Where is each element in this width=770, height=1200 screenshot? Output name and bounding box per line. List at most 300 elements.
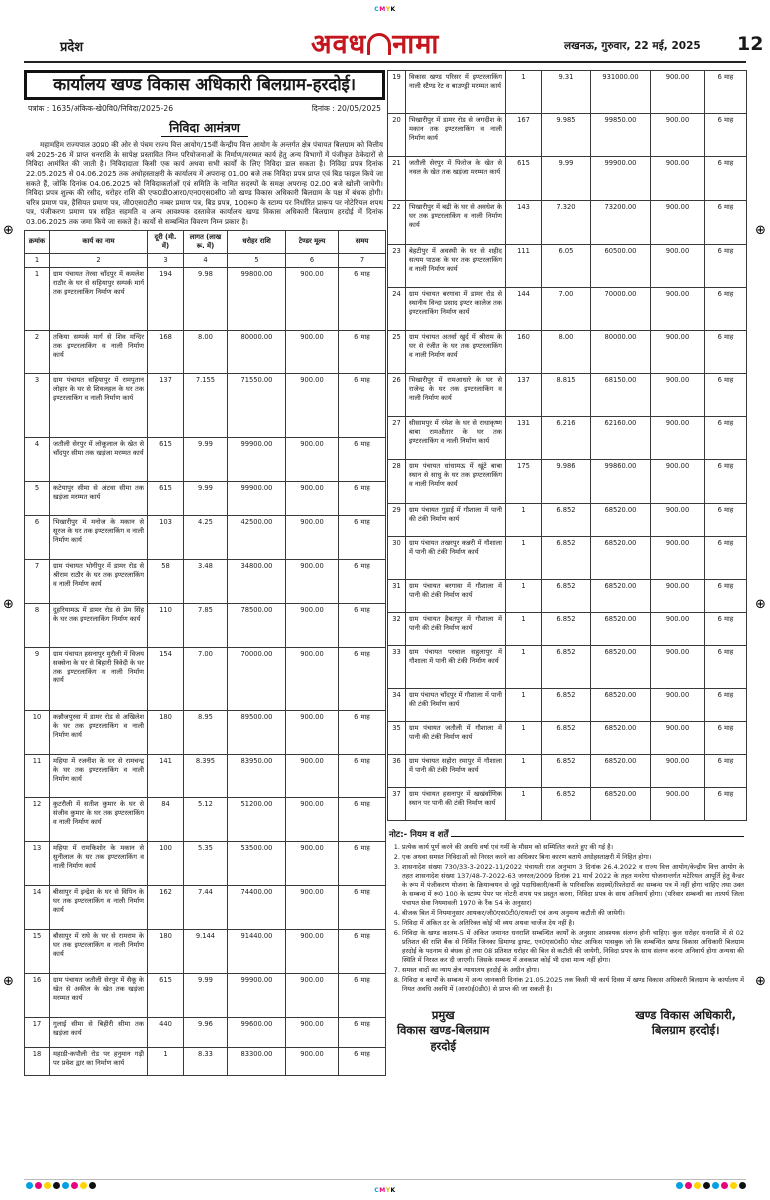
distance-cell: 110 [148,603,184,647]
column-header: क्रमांक [25,230,50,253]
distance-cell: 111 [506,245,542,288]
column-header: कार्य का नाम [50,230,148,253]
serial-cell: 14 [25,885,50,929]
terms-item: 2. एक अथवा समस्त निविदाओं को निरस्त करने का अधिकार बिना कारण बताये अधोहस्ताक्षरी में निहित होगा। [402,853,744,862]
signature-block [387,1008,746,1055]
table-row [388,157,747,201]
work-name-cell: जतौली सेरपुर में फिरोज के खेत से नवल के खेत तक खड़ंजा मरम्मत कार्य [406,157,506,201]
serial-cell: 15 [25,929,50,973]
serial-cell: 4 [25,437,50,481]
distance-cell: 1 [506,689,542,722]
distance-cell: 440 [148,1017,184,1047]
cost-cell: 9.99 [184,481,228,515]
tender-fee-cell: 900.00 [286,515,339,559]
distance-cell: 615 [148,481,184,515]
table-row [388,331,747,374]
deposit-cell: 99900.00 [228,481,286,515]
duration-cell: 6 माह [339,559,386,603]
serial-cell: 17 [25,1017,50,1047]
tender-fee-cell: 900.00 [651,417,705,460]
deposit-cell: 70000.00 [228,647,286,710]
table-row [25,929,386,973]
table-row [25,330,386,373]
deposit-cell: 83950.00 [228,754,286,797]
table-row [388,71,747,114]
terms-item: 3. शासनादेश संख्या 730/33-3-2022-11/2022 पंचायती राज अनुभाग 3 दिनांक 26.4.2022 व राज्य वित्त आयोग/केन्द्रीय वित्त आयोग के तहत शासनादेश संख्या 137/48-7-2022-63 जनरल/2009 दिनांक 21 मार्च 2022 के तहत मनरेगा योजनान्तर्गत मटेरियल आपूर्ति हेतु वैन्डर के रूप में पंजीकरण योजना के क्रियान्वयन से जुड़े पदाधिकारी/कर्मी के पारिवारिक सदस्यों/रिश्तेदारों का सम्बन्ध पत्र में नहीं होगा चाहिए तथा उक्त के सम्बन्ध में रू0 100 के स्टाम्प पेपर पर नोटरी शपथ पत्र प्रस्तुत करना, निविदा प्रपत्र के साथ अनिवार्य होगा। (परिवार सम्बन्धी का तात्पर्य जिला पंचायत सेवा नियमावली 1970 के रैंक 54 के अनुसार) [402,863,744,908]
tender-fee-cell: 900.00 [286,929,339,973]
deposit-cell: 74400.00 [228,885,286,929]
terms-item: 5. निविदा में अंकित दर के अतिरिक्त कोई भी व्यय अथवा चार्जेज देय नहीं है। [402,919,744,928]
tender-fee-cell: 900.00 [651,613,705,646]
tender-fee-cell: 900.00 [651,755,705,788]
distance-cell: 1 [506,71,542,114]
column-header: समय [339,230,386,253]
deposit-cell: 99900.00 [228,973,286,1017]
tender-fee-cell: 900.00 [651,245,705,288]
cost-cell: 8.395 [184,754,228,797]
distance-cell: 137 [148,373,184,437]
column-number: 7 [339,253,386,267]
table-head [25,230,386,267]
deposit-cell: 931000.00 [591,71,651,114]
serial-cell: 9 [25,647,50,710]
work-name-cell: ग्राम पंचायत परचाल सहुलापुर में गौशाला में पानी की टंकी निर्माण कार्य [406,646,506,689]
tender-fee-cell: 900.00 [651,689,705,722]
serial-cell: 36 [388,755,406,788]
serial-cell: 32 [388,613,406,646]
work-name-cell: ग्राम पंचायत हसनापुर मुरौली में विजय सक्सेना के घर से बिहारी त्रिवेदी के घर तक इण्टरलाकिंग व नाली निर्माण कार्य [50,647,148,710]
signature-line: खण्ड विकास अधिकारी, [635,1007,736,1022]
cost-cell: 8.33 [184,1047,228,1075]
table-row [25,754,386,797]
heading-rule [451,832,744,837]
work-name-cell: ग्राम पंचायत चाँदपुर में गौशाला में पानी की टंकी निर्माण कार्य [406,689,506,722]
duration-cell: 6 माह [705,417,747,460]
registration-mark-icon: ⊕ [3,597,14,612]
header-row [25,230,386,253]
duration-cell: 6 माह [705,71,747,114]
duration-cell: 6 माह [705,114,747,157]
work-name-cell: ग्राम पंचायत सहियापुर में रामपुतान लोहार के घर से शिवलहल के घर तक इण्टरलाकिंग व नाली निर्माण कार्य [50,373,148,437]
notice-intro: महामहिम राज्यपाल उ0प्र0 की ओर से पंचम राज्य वित्त आयोग/15वीं केन्द्रीय वित्त आयोग के अन्तर्गत क्षेत्र पंचायत बिलग्राम को वित्तीय वर्ष 2025-26 में प्राप्त धनराशि के सापेक्ष प्रस्तावित निम्न परियोजनाओं के निर्माण/मरम्मत कार्य हेतु अन्य विभागों में पंजीकृत ठेकेदारों से निविदा आमंत्रित की जाती है। निविदादाता किसी एक कार्य अथवा सभी कार्यों के लिए निविदा डाल सकता है। निविदा प्रपत्र दिनांक 22.05.2025 से 04.06.2025 तक अधोहस्ताक्षरी के कार्यालय में अपरान्ह 01.00 बजे तक निविदा प्रपत्र प्राप्त एवं बिड फाइल किये जा सकते हैं, जोकि दिनांक 04.06.2025 को निविदाकर्ताओं एवं समिति के नामित सदस्यों के समक्ष अपरान्ह 02.00 बजे खोली जायेगी। निविदा प्रपत्र शुल्क की रसीद, धरोहर राशि की एफ0डी0आर0/एन0एस0सी0 जो खण्ड विकास अधिकारी बिलग्राम के पक्ष में बंधक होगी। चरित्र प्रमाण पत्र, हैसियत प्रमाण पत्र, जी0एस0टी0 नम्बर प्रमाण पत्र, बिड प्रपत्र, 100रू0 के स्टाम्प पर निर्धारित प्रारूप पर नोटेरियल शपथ पत्र, पंजीकरण प्रमाण पत्र सहित सहमति व अन्य आवश्यक दस्तावेज कार्यालय खण्ड विकास अधिकारी बिलग्राम हरदोई में दिनांक 03.06.2025 तक जमा किये जा सकते है। कार्यो से सम्बन्धित विवरण निम्न प्रकार है। [26,140,383,227]
serial-cell: 37 [388,788,406,821]
distance-cell: 1 [506,580,542,613]
cost-cell: 9.144 [184,929,228,973]
tender-fee-cell: 900.00 [651,201,705,245]
tender-fee-cell: 900.00 [651,331,705,374]
cost-cell: 6.05 [542,245,591,288]
duration-cell: 6 माह [339,481,386,515]
serial-cell: 10 [25,710,50,754]
table-row [25,885,386,929]
cost-cell: 8.00 [184,330,228,373]
tender-fee-cell: 900.00 [651,646,705,689]
tender-fee-cell: 900.00 [651,288,705,331]
distance-cell: 1 [506,537,542,580]
duration-cell: 6 माह [339,267,386,330]
table-row [388,245,747,288]
serial-cell: 30 [388,537,406,580]
cost-cell: 7.155 [184,373,228,437]
cost-cell: 6.852 [542,646,591,689]
serial-cell: 33 [388,646,406,689]
duration-cell: 6 माह [705,504,747,537]
serial-cell: 12 [25,797,50,841]
duration-cell: 6 माह [705,460,747,504]
column-number: 5 [228,253,286,267]
table-row [25,267,386,330]
serial-cell: 8 [25,603,50,647]
table-row [388,689,747,722]
tender-fee-cell: 900.00 [286,1017,339,1047]
cost-cell: 6.852 [542,722,591,755]
cost-cell: 9.986 [542,460,591,504]
deposit-cell: 53500.00 [228,841,286,885]
column-number-row [25,253,386,267]
deposit-cell: 78500.00 [228,603,286,647]
tender-fee-cell: 900.00 [651,114,705,157]
deposit-cell: 73200.00 [591,201,651,245]
terms-item: 7. समस्त वादों का न्याय क्षेत्र न्यायालय हरदोई के अधीन होगा। [402,966,744,975]
work-name-cell: कटेयापुर सीमा से अंटवा सीमा तक खड़ंजा मरम्मत कार्य [50,481,148,515]
table-row [25,797,386,841]
signature-line: बिलग्राम हरदोई। [651,1023,720,1038]
duration-cell: 6 माह [705,157,747,201]
duration-cell: 6 माह [705,374,747,417]
distance-cell: 131 [506,417,542,460]
distance-cell: 1 [506,755,542,788]
distance-cell: 180 [148,710,184,754]
deposit-cell: 71550.00 [228,373,286,437]
column-number: 3 [148,253,184,267]
tender-fee-cell: 900.00 [651,537,705,580]
tender-fee-cell: 900.00 [286,373,339,437]
duration-cell: 6 माह [339,841,386,885]
cost-cell: 9.96 [184,1017,228,1047]
distance-cell: 1 [506,646,542,689]
cost-cell: 9.99 [184,437,228,481]
serial-cell: 20 [388,114,406,157]
table-row [388,580,747,613]
duration-cell: 6 माह [705,288,747,331]
terms-heading: नोट:- नियम व शर्तें [389,829,744,840]
duration-cell: 6 माह [705,580,747,613]
work-name-cell: जतौली सेरपुर में लोकूलाल के खेत से चाँदपुर सीमा तक खड़ंजा मरम्मत कार्य [50,437,148,481]
deposit-cell: 99600.00 [228,1017,286,1047]
deposit-cell: 68520.00 [591,504,651,537]
cost-cell: 6.852 [542,689,591,722]
serial-cell: 21 [388,157,406,201]
bottom-rule [24,1179,746,1180]
distance-cell: 141 [148,754,184,797]
duration-cell: 6 माह [705,613,747,646]
arch-icon [367,33,391,55]
table-row [388,755,747,788]
serial-cell: 19 [388,71,406,114]
deposit-cell: 68520.00 [591,580,651,613]
distance-cell: 144 [506,288,542,331]
serial-cell: 31 [388,580,406,613]
cost-cell: 3.48 [184,559,228,603]
distance-cell: 1 [506,722,542,755]
deposit-cell: 68520.00 [591,788,651,821]
deposit-cell: 68520.00 [591,722,651,755]
deposit-cell: 68520.00 [591,755,651,788]
serial-cell: 1 [25,267,50,330]
terms-item: 1. प्रत्येक कार्य पूर्ण करने की अवधि वर्षा एवं गर्मी के मौसम को सम्मिलित करते हुए की गई है। [402,843,744,852]
deposit-cell: 51200.00 [228,797,286,841]
notice-right-column [387,70,746,1054]
duration-cell: 6 माह [339,330,386,373]
table-row [388,417,747,460]
work-name-cell: ग्राम पंचायत बरगावा में डामर रोड से स्थानीय विन्दा प्रसाद इण्टर कालेज तक इण्टरलाकिंग निर्माण कार्य [406,288,506,331]
tender-fee-cell: 900.00 [286,754,339,797]
cost-cell: 7.00 [542,288,591,331]
table-body-left [25,267,386,1075]
distance-cell: 1 [506,613,542,646]
distance-cell: 137 [506,374,542,417]
cost-cell: 6.216 [542,417,591,460]
distance-cell: 58 [148,559,184,603]
deposit-cell: 91440.00 [228,929,286,973]
deposit-cell: 99850.00 [591,114,651,157]
column-header: धरोहर राशि [228,230,286,253]
table-row [388,504,747,537]
work-name-cell: ग्राम पंचायत हसनापुर में खखंर्वाणिक स्थान पर पानी की टंकी निर्माण कार्य [406,788,506,821]
distance-cell: 162 [148,885,184,929]
duration-cell: 6 माह [705,722,747,755]
work-name-cell: ग्राम पंचायत सहोरा रमापुर में गौशाला में पानी की टंकी निर्माण कार्य [406,755,506,788]
table-row [388,537,747,580]
deposit-cell: 60500.00 [591,245,651,288]
work-name-cell: कुटरौली में सतीश कुमार के घर से संजीव कुमार के घर तक इण्टरलाकिंग व नाली निर्माण कार्य [50,797,148,841]
page-number: 12 [737,33,764,55]
print-color-marker-bottom: CMYK [374,1187,396,1194]
serial-cell: 27 [388,417,406,460]
works-table-left [24,230,386,1076]
deposit-cell: 68520.00 [591,689,651,722]
duration-cell: 6 माह [705,537,747,580]
work-name-cell: ग्राम पंचायत गुड़ाई में गौशाला में पानी की टंकी निर्माण कार्य [406,504,506,537]
table-row [25,710,386,754]
distance-cell: 1 [506,504,542,537]
tender-fee-cell: 900.00 [651,71,705,114]
work-name-cell: महाडी-कपौली रोड पर हनुमान गढ़ी पर प्रवेश द्वार का निर्माण कार्य [50,1047,148,1075]
duration-cell: 6 माह [705,646,747,689]
deposit-cell: 80000.00 [228,330,286,373]
duration-cell: 6 माह [339,885,386,929]
terms-list [389,843,744,994]
serial-cell: 6 [25,515,50,559]
table-row [25,373,386,437]
table-row [388,374,747,417]
tender-fee-cell: 900.00 [286,603,339,647]
table-row [388,788,747,821]
tender-fee-cell: 900.00 [286,973,339,1017]
dateline: लखनऊ, गुरुवार, 22 मई, 2025 [564,40,701,52]
tender-fee-cell: 900.00 [651,580,705,613]
work-name-cell: ग्राम पंचायत धांधामऊ में खूंटे बाबा स्थान से साधु के घर तक इण्टरलाकिंग व नाली निर्माण कार्य [406,460,506,504]
cost-cell: 6.852 [542,788,591,821]
notice-left-column [24,70,385,1076]
serial-cell: 7 [25,559,50,603]
work-name-cell: ग्राम पंचायत जतौली में गौशाला में पानी की टंकी निर्माण कार्य [406,722,506,755]
serial-cell: 26 [388,374,406,417]
distance-cell: 615 [506,157,542,201]
duration-cell: 6 माह [705,788,747,821]
tender-fee-cell: 900.00 [651,722,705,755]
distance-cell: 84 [148,797,184,841]
distance-cell: 615 [148,973,184,1017]
cost-cell: 9.99 [184,973,228,1017]
distance-cell: 175 [506,460,542,504]
distance-cell: 100 [148,841,184,885]
distance-cell: 1 [506,788,542,821]
distance-cell: 154 [148,647,184,710]
serial-cell: 3 [25,373,50,437]
distance-cell: 194 [148,267,184,330]
work-name-cell: सीसामपुर में रमेश के घर से राधाकृष्ण बाबा रामऔतार के घर तक इण्टरलाकिंग व नाली निर्माण कार्य [406,417,506,460]
table-row [388,201,747,245]
deposit-cell: 99900.00 [228,437,286,481]
duration-cell: 6 माह [705,245,747,288]
table-row [25,481,386,515]
work-name-cell: बेहटीपुर में अवस्थी के घर से शहीद सत्यम पाठक के घर तक इण्टरलाकिंग व नाली निर्माण कार्य [406,245,506,288]
tender-fee-cell: 900.00 [286,1047,339,1075]
tender-fee-cell: 900.00 [651,504,705,537]
signature-pramukh [397,1008,489,1055]
cost-cell: 8.815 [542,374,591,417]
duration-cell: 6 माह [339,373,386,437]
distance-cell: 103 [148,515,184,559]
signature-line: प्रमुख [431,1007,455,1022]
deposit-cell: 62160.00 [591,417,651,460]
terms-item: 8. निविदा व कार्यों के सम्बन्ध में अन्य जानकारी दिनांक 21.05.2025 तक किसी भी कार्य दिवस में खण्ड विकास अधिकारी बिलग्राम के कार्यालय में नियत अवधि अवधि में (आर0ई0डी0) से प्राप्त की जा सकती है। [402,976,744,994]
registration-mark-icon: ⊕ [3,974,14,989]
work-name-cell: ग्राम पंचायत भोगीपुर में डामर रोड से श्रीराम राठौर के घर तक इण्टरलाकिंग व नाली निर्माण कार्य [50,559,148,603]
table-row [25,603,386,647]
work-name-cell: बौसापुर में राघे के घर से रामराम के घर तक इण्टरलाकिंग व नाली निर्माण कार्य [50,929,148,973]
distance-cell: 160 [506,331,542,374]
cost-cell: 6.852 [542,580,591,613]
tender-fee-cell: 900.00 [286,481,339,515]
distance-cell: 143 [506,201,542,245]
work-name-cell: ग्राम पंचायत बरगावा में गौशाला में पानी की टंकी निर्माण कार्य [406,580,506,613]
duration-cell: 6 माह [705,689,747,722]
work-name-cell: गुलाई सीमा से बिहीरी सीमा तक खड़ंजा कार्य [50,1017,148,1047]
duration-cell: 6 माह [339,754,386,797]
deposit-cell: 99900.00 [591,157,651,201]
column-number: 6 [286,253,339,267]
tender-fee-cell: 900.00 [286,330,339,373]
print-color-marker-top: CMYK [374,6,396,13]
cost-cell: 9.98 [184,267,228,330]
work-name-cell: बीसापुर में इन्द्रेश के घर से विपिन के घर तक इण्टरलाकिंग व नाली निर्माण कार्य [50,885,148,929]
column-number: 1 [25,253,50,267]
distance-cell: 615 [148,437,184,481]
signature-line: विकास खण्ड-बिलग्राम [397,1023,490,1038]
notice-date: दिनांक : 20/05/2025 [311,104,381,113]
tender-fee-cell: 900.00 [651,788,705,821]
cost-cell: 7.320 [542,201,591,245]
duration-cell: 6 माह [339,797,386,841]
deposit-cell: 99800.00 [228,267,286,330]
reference-line [24,100,385,114]
work-name-cell: ग्राम पंचायत तेरवा चाँदपुर में कमलेश राठौर के घर से सहियापुर सम्पर्क मार्ग तक इण्टरलाकिंग निर्माण कार्य [50,267,148,330]
cost-cell: 6.852 [542,755,591,788]
duration-cell: 6 माह [705,755,747,788]
tender-fee-cell: 900.00 [286,267,339,330]
work-name-cell: ग्राम पंचायत अतर्वा खुर्द में श्रीराम के घर से रंजीत के घर तक इण्टरलाकिंग व नाली निर्माण कार्य [406,331,506,374]
column-header: टेण्डर मूल्य [286,230,339,253]
duration-cell: 6 माह [339,929,386,973]
table-body-right [388,71,747,821]
works-table-right [387,70,747,821]
cost-cell: 9.985 [542,114,591,157]
registration-mark-icon: ⊕ [755,223,766,238]
deposit-cell: 89500.00 [228,710,286,754]
table-row [25,1017,386,1047]
distance-cell: 1 [148,1047,184,1075]
column-number: 2 [50,253,148,267]
duration-cell: 6 माह [705,201,747,245]
tender-fee-cell: 900.00 [286,559,339,603]
terms-section [387,829,746,994]
registration-mark-icon: ⊕ [755,974,766,989]
cost-cell: 7.00 [184,647,228,710]
cost-cell: 9.31 [542,71,591,114]
column-number: 4 [184,253,228,267]
serial-cell: 18 [25,1047,50,1075]
deposit-cell: 70000.00 [591,288,651,331]
column-header: लागत (लाख रू. में) [184,230,228,253]
duration-cell: 6 माह [339,1047,386,1075]
terms-item: 6. निविदा के खण्ड कालम-5 में अंकित जमानत धनराशि सम्बन्धित कार्यों के अनुसार आवश्यक संलग्न होनी चाहिए। कुल धरोहर धनराशि में से 02 प्रतिशत की राशि बैंक से निर्मित जिनका डिमाण्ड ड्राफ्ट, एन0एस0सी0 पोस्ट आफिस पासबुक जो कि सम्बन्धित खण्ड विकास अधिकारी बिलग्राम हरदोई के पदनाम से बंधक हो तथा 08 प्रतिशत धरोहर की बिल से कटौती की जायेगी, निविदा प्रपत्र के साथ संलग्न करना अनिवार्य होगा अन्यथा की स्थिति में निरस्त कर दी जाएगी। जिसके सम्बन्ध में अवकाश कोई भी दावा मान्य नहीं होगा। [402,929,744,965]
table-row [388,460,747,504]
duration-cell: 6 माह [339,710,386,754]
duration-cell: 6 माह [339,647,386,710]
cost-cell: 7.85 [184,603,228,647]
deposit-cell: 80000.00 [591,331,651,374]
serial-cell: 25 [388,331,406,374]
duration-cell: 6 माह [339,603,386,647]
tender-fee-cell: 900.00 [286,841,339,885]
table-row [25,647,386,710]
signature-line: हरदोई [430,1038,456,1053]
distance-cell: 180 [148,929,184,973]
table-row [388,722,747,755]
work-name-cell: भिखारीपुर में रामआधारे के घर से राजेन्द्र के घर तक इण्टरलाकिंग व नाली निर्माण कार्य [406,374,506,417]
serial-cell: 5 [25,481,50,515]
terms-item: 4. बीजक बिल में नियमानुसार आयकर/जी0एस0टी0/रायल्टी एवं अन्य अनुमन्य कटौती की जायेगी। [402,909,744,918]
work-name-cell: विकास खण्ड परिसर में इण्टरलाकिंग नाली स्टैण्ड रेट व बाउण्ड्री मरम्मत कार्य [406,71,506,114]
deposit-cell: 83300.00 [228,1047,286,1075]
duration-cell: 6 माह [339,1017,386,1047]
tender-fee-cell: 900.00 [286,710,339,754]
table-row [388,646,747,689]
table-row [25,515,386,559]
reference-number: पत्रांक : 1635/अंकिक-खे0वि0/निविदा/2025-26 [28,104,174,113]
duration-cell: 6 माह [705,331,747,374]
serial-cell: 35 [388,722,406,755]
serial-cell: 22 [388,201,406,245]
work-name-cell: महिया में रजनीश के घर से रामचन्द्र के घर तक इण्टरलाकिंग व नाली निर्माण कार्य [50,754,148,797]
cost-cell: 8.95 [184,710,228,754]
registration-mark-icon: ⊕ [3,223,14,238]
serial-cell: 28 [388,460,406,504]
work-name-cell: तकिया सम्पर्क मार्ग से शिव मन्दिर तक इण्टरलाकिंग व नाली निर्माण कार्य [50,330,148,373]
cost-cell: 8.00 [542,331,591,374]
